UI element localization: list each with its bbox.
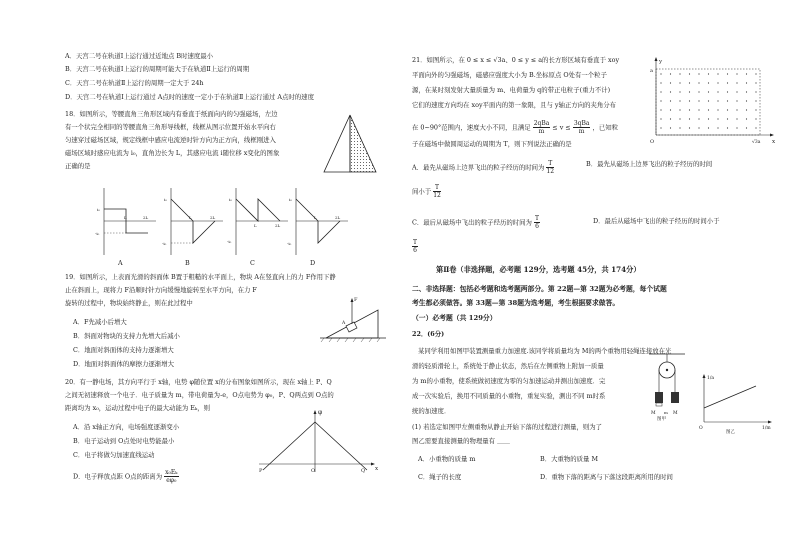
q18-graph-d [287, 185, 350, 260]
q22-head: 22．(6分) [412, 330, 445, 338]
q21-a-frac-num: T [548, 160, 553, 167]
q21-line-1: 21．如图所示，在 0 ≤ x ≤ √3a、0 ≤ y ≤ a的长方形区域有垂直于 xoy [412, 56, 620, 64]
field-dot [717, 91, 718, 92]
field-dot [746, 82, 747, 83]
q20-line-1: 20．有一静电场，其方向平行于 x轴，电势 φ随位置 x的分布图象如图所示，现在 x轴上 P、Q [65, 378, 332, 386]
q21-line-3: 源，在某时刻发射大量质量为 m、电荷量为 q的带正电粒子(重力不计) [412, 86, 611, 94]
field-dot [736, 109, 737, 110]
q21-ineq-right-den: m [578, 128, 585, 135]
q20-phi-label: φ [318, 409, 323, 416]
q18-triangle-figure [320, 110, 380, 180]
field-dot [689, 82, 690, 83]
field-dot [698, 109, 699, 110]
field-dot [717, 73, 718, 74]
field-dot [727, 73, 728, 74]
q20-option-d [73, 469, 179, 484]
q18-graph-label-a: A [118, 259, 123, 267]
q22-inv-a-label: 1/a [707, 376, 715, 381]
q21-line-4: 它们的速度方向均在 xoy平面内的第一象限，且与 y轴正方向的夹角分布 [412, 101, 617, 109]
field-dot [717, 82, 718, 83]
q21-line-5 [412, 120, 618, 135]
q19-option-b: B．斜面对物块的支持力先增大后减小 [73, 332, 180, 340]
field-dot [708, 118, 709, 119]
q21-c-frac-den: 6 [535, 223, 539, 230]
q18-graph-c-neg-i0: -i₀ [227, 239, 232, 244]
q18-line-1: 18．如图所示，等腰直角三角形区域内有垂直于纸面向内的匀强磁场，左边 [65, 110, 278, 118]
q18-graph-a-neg-i0: -i₀ [95, 231, 100, 236]
q20-line-3: 距离均为 x₀，运动过程中电子的最大动能为 Eₖ，则 [65, 404, 211, 412]
q18-graph-a-i0: i₀ [97, 207, 100, 212]
field-dot [698, 91, 699, 92]
field-dot [746, 127, 747, 128]
field-dot [708, 82, 709, 83]
q20-Q-label: Q [361, 468, 366, 474]
field-dot [736, 100, 737, 101]
field-dot [755, 91, 756, 92]
q21-a-label: a [650, 68, 653, 74]
field-dot [755, 118, 756, 119]
q21-c-fraction [534, 215, 540, 230]
q17-option-b: B．天宫二号在轨道Ⅰ上运行的周期可能大于在轨道Ⅱ上运行的周期 [65, 65, 250, 73]
q22-line-7: 图乙需要直接测量的物理量有 ＿＿ [412, 437, 510, 445]
q18-graph-b [162, 185, 225, 260]
q22-line-1: 某同学利用如图甲装置测量重力加速度.该同学将质量均为 M的两个重物用轻绳连接放在光 [418, 347, 672, 355]
field-dot [698, 82, 699, 83]
q18-graph-d-2L: 2L [335, 215, 341, 220]
q21-b-frac-den: 12 [433, 192, 441, 199]
q19-line-3: 旋转的过程中，物块始终静止，则在此过程中 [65, 299, 193, 307]
q18-graph-label-d: D [310, 259, 316, 267]
field-dot [736, 91, 737, 92]
field-dot [708, 127, 709, 128]
part2-line-3: （一）必考题（共 129分） [412, 314, 497, 322]
q21-x-label: x [772, 139, 776, 145]
field-dot [755, 82, 756, 83]
q22-pulley-figure [645, 352, 690, 420]
field-dot [670, 91, 671, 92]
q19-option-d: D．地面对斜面体的摩擦力逐渐增大 [73, 360, 174, 368]
q21-sqrt3a-label: √3a [752, 140, 761, 145]
q18-graph-c-2L: 2L [275, 223, 281, 228]
q21-ineq-left [533, 120, 551, 135]
field-dot [746, 73, 747, 74]
field-dot [717, 118, 718, 119]
q20-option-a: A．沿 x轴正方向，电场强度逐渐变小 [73, 423, 180, 431]
q21-b-frac-num: T [435, 184, 440, 191]
field-dot [736, 118, 737, 119]
field-dot [727, 91, 728, 92]
field-dot [670, 109, 671, 110]
field-dot [660, 100, 661, 101]
q20-line-2: 之间无初速释放一个电子．电子质量为 m，带电荷量为-e，O点电势为 φ₀，P、Q两点到 O点的 [65, 391, 334, 399]
field-dot [660, 109, 661, 110]
q20-option-c: C．电子将做匀加速直线运动 [73, 451, 155, 459]
q21-ineq-right-num: 3qBa [573, 120, 590, 127]
field-dot [679, 100, 680, 101]
field-dot [679, 91, 680, 92]
q22-option-a: A．小重物的质量 m [418, 455, 476, 463]
q17-option-a: A．天宫二号在轨道Ⅰ上运行通过近地点 B时速度最小 [65, 52, 214, 60]
q18-graph-d-i0: i₀ [289, 197, 292, 202]
field-dot [727, 100, 728, 101]
q21-d-frac-num: T [413, 239, 418, 246]
q22-fig-yi: 图乙 [726, 430, 735, 435]
part2-line-1: 二、非选择题：包括必考题和选考题两部分。第 22题—第 32题为必考题，每个试题 [412, 285, 667, 293]
q17-option-d: D．天宫二号在轨道Ⅰ上运行通过 A点时的速度一定小于在轨道Ⅱ上运行通过 A点时的速度 [65, 93, 314, 101]
field-dot [698, 127, 699, 128]
q21-c-frac-num: T [534, 215, 539, 222]
field-dot [679, 127, 680, 128]
field-dot [689, 118, 690, 119]
field-dot [717, 127, 718, 128]
field-dot [679, 82, 680, 83]
q18-graph-a-2L: 2L [143, 215, 149, 220]
q21-line-6: 子在磁场中做圆周运动的周期为 T，则下列说法正确的是 [412, 140, 572, 148]
q21-ineq-mid: ≤ v ≤ [552, 123, 571, 132]
q21-option-a [412, 160, 554, 175]
field-dot [689, 109, 690, 110]
q20-option-b: B．电子运动到 O点处时电势能最小 [73, 437, 175, 445]
q19-F-label: F [354, 297, 358, 303]
field-dot [708, 100, 709, 101]
q20-d-fraction [164, 469, 178, 484]
q21-field-figure [648, 55, 778, 145]
q21-ineq-right [573, 120, 591, 135]
q20-O-label: O [311, 468, 316, 474]
field-dot [679, 118, 680, 119]
q18-graph-a [95, 185, 158, 260]
q18-line-2: 有一个状完全相同的等腰直角三角形导线框，线框从图示位置开始水平向右 [65, 123, 276, 131]
q19-A-label: A [342, 321, 346, 326]
field-dot [698, 100, 699, 101]
q21-ineq-tail: ，已知粒 [592, 123, 619, 132]
q19-option-a: A．F先减小后增大 [73, 318, 127, 326]
q21-d-fraction [412, 239, 418, 254]
field-dot [727, 118, 728, 119]
field-dot [689, 100, 690, 101]
q21-option-c-text: C．最后从磁场中飞出的粒子经历的时间为 [412, 218, 532, 227]
field-dot [717, 109, 718, 110]
q20-d-frac-den: eφ₀ [166, 477, 177, 484]
q22-option-b: B．大重物的质量 M [540, 455, 599, 463]
field-dot [660, 91, 661, 92]
q22-inv-m-label: 1/m [762, 426, 771, 431]
q18-graph-d-L: L [314, 215, 317, 220]
field-dot [670, 73, 671, 74]
q18-graph-d-neg-i0: -i₀ [287, 241, 292, 246]
q21-ineq-left-num: 2qBa [533, 120, 550, 127]
field-dot [736, 127, 737, 128]
field-dot [660, 82, 661, 83]
q19-option-c: C．地面对斜面体的支持力逐渐增大 [73, 346, 174, 354]
field-dot [660, 73, 661, 74]
q18-graph-b-2L: 2L [210, 215, 216, 220]
q17-option-c: C．天宫二号在轨道Ⅱ上运行的周期一定大于 24h [65, 79, 204, 87]
q20-d-frac-num: x₀Eₖ [165, 469, 178, 476]
q21-line-5-text: 在 0~90°范围内，速度大小不同，且满足 [412, 123, 531, 132]
q22-M-left: M [651, 411, 656, 416]
field-dot [670, 127, 671, 128]
q21-option-b-cont [412, 184, 441, 199]
part2-line-2: 考生都必须做答。第 33题—第 38题为选考题，考生根据要求做答。 [412, 299, 620, 307]
field-dot [708, 73, 709, 74]
field-dot [746, 91, 747, 92]
field-dot [708, 91, 709, 92]
q18-graph-c [227, 185, 290, 260]
q22-fig-jia: 图甲 [657, 417, 666, 422]
q18-graph-label-c: C [250, 259, 255, 267]
q22-m-small: m [664, 410, 668, 415]
field-dot [689, 73, 690, 74]
q21-a-fraction [546, 160, 554, 175]
q18-graph-b-neg-i0: -i₀ [162, 241, 167, 246]
q20-P-label: P [259, 468, 263, 474]
q21-option-d-frac [412, 239, 418, 254]
q18-line-5: 正确的是 [65, 162, 91, 170]
field-dot [670, 118, 671, 119]
field-dot [746, 109, 747, 110]
q18-graph-a-L: L [124, 215, 127, 220]
q18-graph-b-i0: i₀ [164, 197, 167, 202]
field-dot [727, 109, 728, 110]
q21-option-d: D．最后从磁场中飞出的粒子经历的时间小于 [593, 217, 720, 225]
q18-line-4: 磁场区域时感应电流为 i₀，直角边长为 L，其感应电流 i随位移 x变化的图象 [65, 149, 280, 157]
q22-line-2: 滑的轻质滑轮上，系统处于静止状态，然后在左侧重物上附加一质量 [412, 362, 604, 370]
q21-option-b-cont-text: 间小于 [412, 187, 432, 196]
q20-potential-figure [255, 408, 380, 476]
field-dot [727, 82, 728, 83]
field-dot [727, 127, 728, 128]
q22-line-4: 成一次实验后，换用不同质量的小重物，重复实验，测出不同 m时系 [412, 392, 606, 400]
q18-graph-c-L: L [254, 223, 257, 228]
q22-M-right: M [673, 411, 678, 416]
field-dot [660, 118, 661, 119]
field-dot [679, 109, 680, 110]
q22-graph-yi [696, 372, 776, 434]
field-dot [660, 127, 661, 128]
q22-O-label: O [699, 426, 703, 431]
field-dot [736, 82, 737, 83]
q21-option-c [412, 215, 540, 230]
q21-b-fraction [433, 184, 441, 199]
q21-d-frac-den: 6 [413, 247, 417, 254]
q21-a-frac-den: 12 [546, 168, 555, 175]
q21-O-label: O [650, 139, 655, 145]
field-dot [689, 91, 690, 92]
q18-line-3: 匀速穿过磁场区域，规定线框中感应电流逆时针方向为正方向，线框刚进入 [65, 136, 276, 144]
q19-line-1: 19．如图所示，上表面光滑的斜面体 B置于粗糙的水平面上，物块 A在竖直向上的力 F作用下静 [65, 273, 336, 281]
field-dot [698, 73, 699, 74]
field-dot [746, 100, 747, 101]
field-dot [708, 109, 709, 110]
field-dot [717, 100, 718, 101]
field-dot [736, 73, 737, 74]
q18-graph-label-b: B [185, 259, 190, 267]
q18-graph-b-L: L [189, 215, 192, 220]
q22-option-d: D．重物下落的距离与下落这段距离所用的时间 [540, 473, 673, 481]
q19-line-2: 止在斜面上，现将力 F沿顺时针方向缓慢地旋转至水平方向，在力 F [65, 286, 257, 294]
q19-incline-figure [318, 288, 388, 346]
q21-option-b: B．最先从磁场上边界飞出的粒子经历的时间 [586, 160, 713, 168]
q21-ineq-left-den: m [538, 128, 545, 135]
q22-line-3: 为 m的小重物，使系统做初速度为零的匀加速运动并测出加速度．完 [412, 377, 606, 385]
q20-x-label: x [375, 466, 379, 472]
field-dot [755, 109, 756, 110]
field-dot [670, 82, 671, 83]
field-dot [689, 127, 690, 128]
field-dot [679, 73, 680, 74]
field-dot [670, 100, 671, 101]
q18-graph-c-i0: i₀ [229, 197, 232, 202]
q20-option-d-text: D．电子释放点距 O点的距离为 [73, 472, 163, 481]
part2-title: 第Ⅱ卷（非选择题，必考题 129分，选考题 45分，共 174分） [436, 265, 641, 274]
field-dot [746, 118, 747, 119]
field-dot [755, 73, 756, 74]
q21-option-a-text: A．最先从磁场上边界飞出的粒子经历的时间为 [412, 163, 545, 172]
field-dot [698, 118, 699, 119]
q22-option-c: C．绳子的长度 [418, 473, 462, 481]
field-dot [755, 100, 756, 101]
q21-y-label: y [659, 59, 663, 65]
q21-line-2: 平面向外的匀强磁场，磁感应强度大小为 B.坐标原点 O处有一个粒子 [412, 71, 607, 79]
q22-line-6: (1) 若选定如图甲左侧重物从静止开始下落的过程进行测量，则为了 [412, 423, 603, 431]
field-dot [755, 127, 756, 128]
q22-line-5: 统的加速度． [412, 407, 451, 415]
